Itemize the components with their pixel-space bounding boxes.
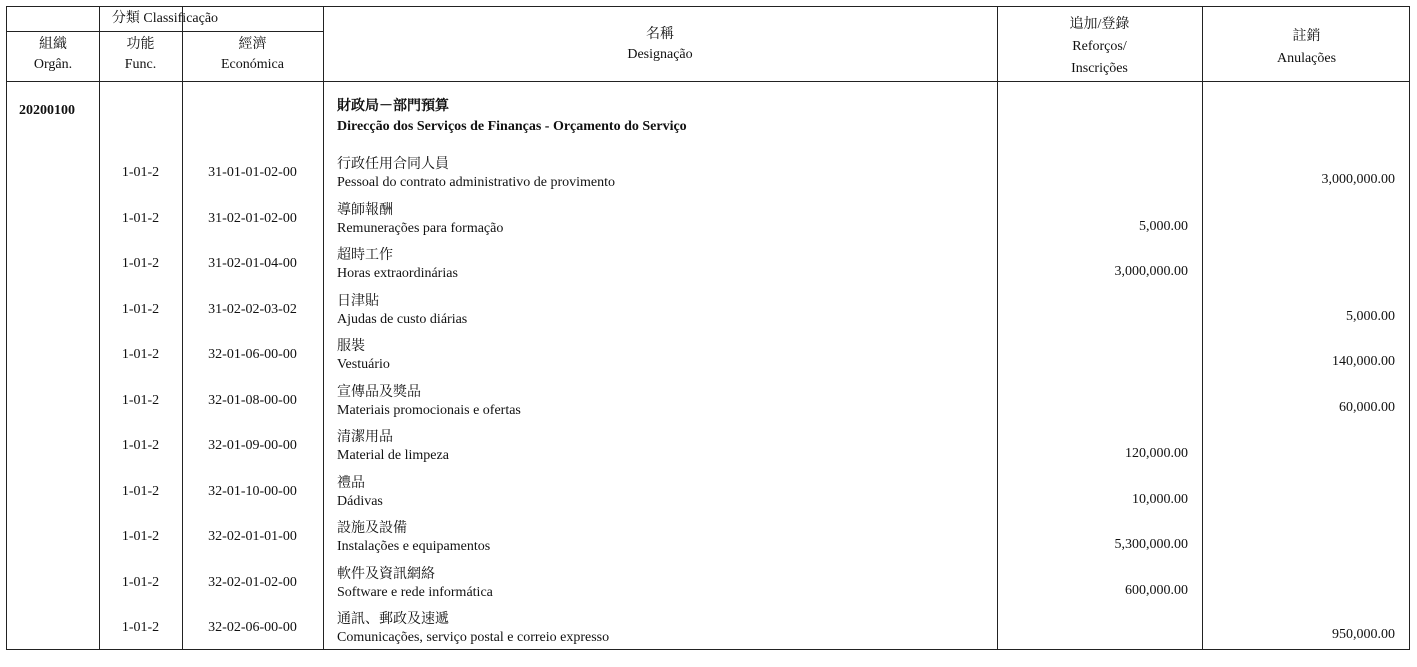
row-designation-pt: Comunicações, serviço postal e correio expresso (337, 630, 610, 645)
reforcos-header-pt1: Reforços/ (1072, 39, 1127, 54)
row-designation-zh: 服裝 (337, 339, 365, 354)
anulacao-amount: 140,000.00 (1332, 354, 1395, 369)
econ-code: 32-02-01-02-00 (208, 574, 297, 590)
reforco-amount: 5,000.00 (1139, 218, 1188, 234)
row-designation-zh: 軟件及資訊網絡 (337, 566, 435, 582)
row-designation-pt: Dádivas (337, 493, 383, 509)
organ-header-zh: 組織 (39, 37, 67, 52)
row-designation-zh: 超時工作 (337, 248, 393, 263)
econ-header-zh: 經濟 (238, 37, 267, 52)
econ-code: 31-01-01-02-00 (208, 165, 297, 180)
anulacoes-header-zh: 註銷 (1292, 29, 1321, 44)
econ-code: 31-02-01-04-00 (208, 256, 297, 271)
column-divider (1202, 7, 1203, 649)
classification-divider (7, 31, 323, 32)
reforcos-header-zh: 追加/登錄 (1069, 17, 1130, 32)
row-designation-pt: Pessoal do contrato administrativo de provimento (337, 175, 616, 190)
econ-header-pt: Económica (221, 57, 284, 72)
column-divider (99, 7, 100, 649)
func-code: 1-01-2 (121, 574, 160, 590)
row-designation-zh: 導師報酬 (337, 202, 393, 218)
section-title-pt: Direcção dos Serviços de Finanças - Orçamento do Serviço (337, 119, 687, 134)
row-designation-pt: Horas extraordinárias (337, 266, 458, 281)
reforco-amount: 10,000.00 (1132, 491, 1188, 507)
anulacao-amount: 60,000.00 (1339, 399, 1395, 415)
designation-header-zh: 名稱 (646, 27, 674, 42)
organ-header-pt: Orgân. (33, 57, 73, 72)
row-designation-zh: 清潔用品 (337, 430, 393, 445)
row-designation-pt: Software e rede informática (337, 584, 493, 600)
func-code: 1-01-2 (121, 165, 160, 180)
anulacao-amount: 5,000.00 (1346, 308, 1395, 324)
func-header-pt: Func. (124, 57, 157, 72)
econ-code: 32-02-01-01-00 (208, 529, 297, 544)
func-code: 1-01-2 (121, 529, 160, 544)
func-code: 1-01-2 (121, 620, 160, 635)
func-code: 1-01-2 (121, 392, 160, 408)
econ-code: 31-02-02-03-02 (208, 301, 297, 317)
column-divider (323, 7, 324, 649)
econ-code: 32-02-06-00-00 (208, 620, 297, 635)
econ-code: 32-01-10-00-00 (208, 483, 297, 499)
row-designation-pt: Ajudas de custo diárias (337, 311, 468, 327)
anulacao-amount: 3,000,000.00 (1321, 172, 1395, 187)
section-title-zh: 財政局－部門預算 (337, 99, 449, 114)
row-designation-zh: 日津貼 (337, 293, 379, 309)
row-designation-zh: 通訊、郵政及速遞 (337, 612, 449, 627)
econ-code: 31-02-01-02-00 (208, 210, 297, 226)
designation-header-pt: Designação (627, 47, 693, 62)
header-divider (7, 81, 1409, 82)
func-code: 1-01-2 (121, 210, 160, 226)
func-code: 1-01-2 (121, 483, 160, 499)
column-divider (997, 7, 998, 649)
econ-code: 32-01-06-00-00 (208, 347, 297, 362)
classification-header: 分類 Classificação (111, 11, 219, 26)
row-designation-zh: 禮品 (337, 475, 365, 491)
anulacao-amount: 950,000.00 (1332, 627, 1395, 642)
func-header-zh: 功能 (126, 37, 155, 52)
reforco-amount: 120,000.00 (1125, 446, 1188, 461)
reforcos-header-pt2: Inscrições (1071, 61, 1128, 76)
func-code: 1-01-2 (121, 438, 160, 453)
row-designation-pt: Remunerações para formação (337, 220, 504, 236)
row-designation-zh: 行政任用合同人員 (337, 157, 449, 172)
reforco-amount: 600,000.00 (1125, 582, 1188, 598)
func-code: 1-01-2 (121, 256, 160, 271)
anulacoes-header-pt: Anulações (1276, 51, 1337, 66)
column-divider (182, 7, 183, 649)
func-code: 1-01-2 (121, 301, 160, 317)
econ-code: 32-01-08-00-00 (208, 392, 297, 408)
row-designation-zh: 設施及設備 (337, 521, 407, 536)
func-code: 1-01-2 (121, 347, 160, 362)
row-designation-pt: Instalações e equipamentos (337, 539, 491, 554)
row-designation-pt: Materiais promocionais e ofertas (337, 402, 521, 418)
econ-code: 32-01-09-00-00 (208, 438, 297, 453)
budget-table (6, 6, 1410, 650)
row-designation-pt: Vestuário (337, 357, 390, 372)
organ-code: 20200100 (19, 103, 75, 118)
reforco-amount: 5,300,000.00 (1114, 537, 1188, 552)
reforco-amount: 3,000,000.00 (1114, 264, 1188, 279)
row-designation-zh: 宣傳品及獎品 (337, 384, 421, 400)
row-designation-pt: Material de limpeza (337, 448, 449, 463)
